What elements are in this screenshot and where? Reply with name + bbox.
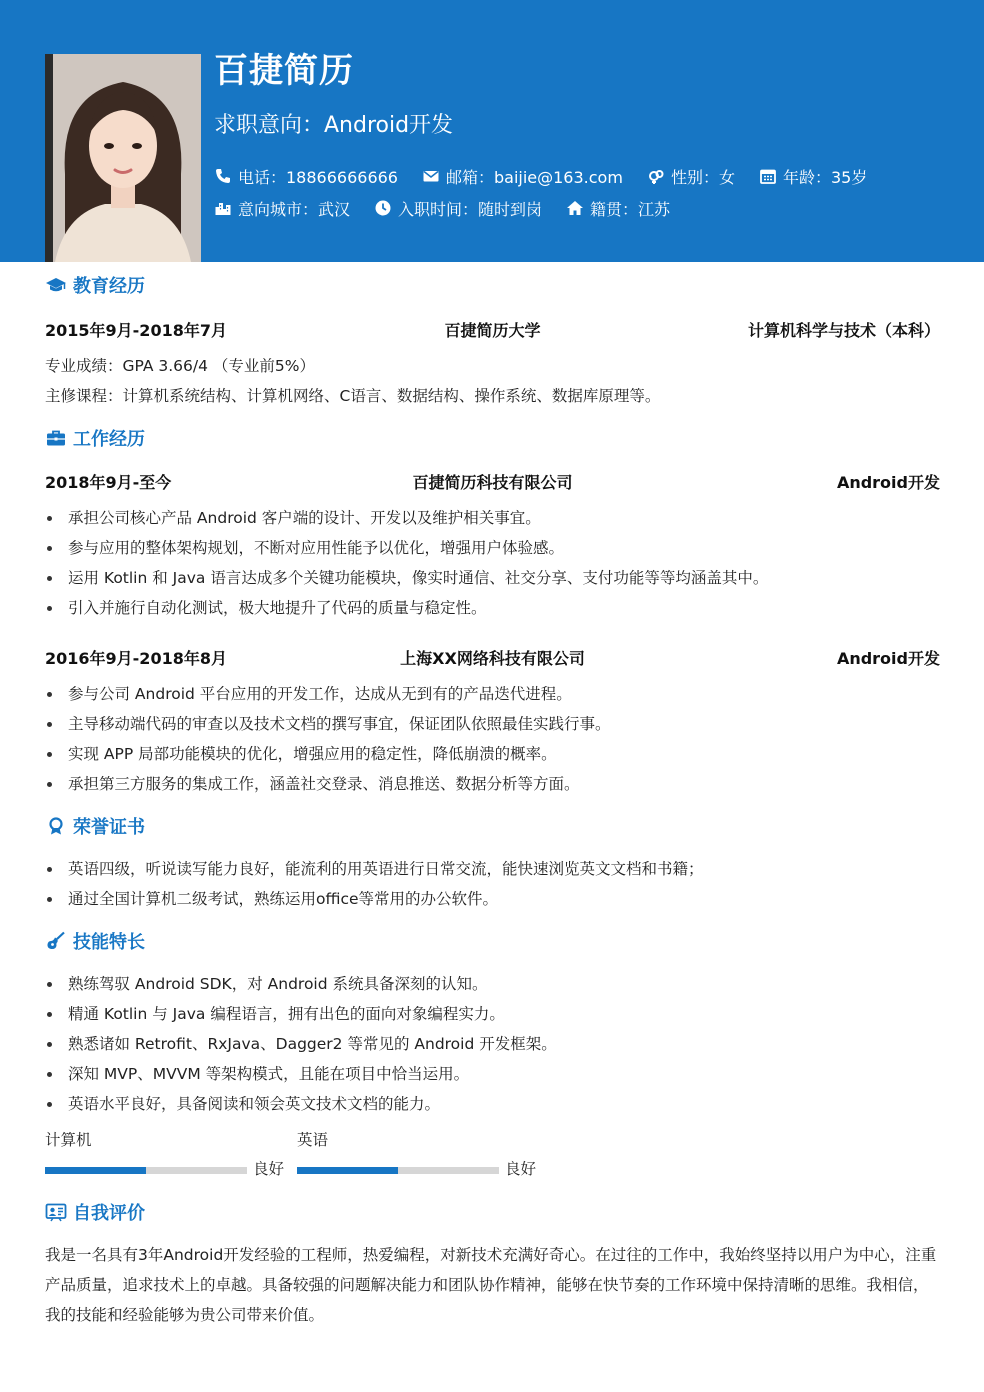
work-company: 上海XX网络科技有限公司: [400, 649, 585, 668]
education-period: 2015年9月-2018年7月: [45, 321, 227, 340]
job-intent: 求职意向：Android开发: [214, 113, 454, 138]
skill-bar-fill: [297, 1167, 398, 1174]
work-entry-head-2: [45, 646, 940, 670]
graduation-cap-icon: [45, 275, 67, 295]
list-item: 运用 Kotlin 和 Java 语言达成多个关键功能模块，像实时通信、社交分享、支付功能等等均涵盖其中。: [45, 567, 945, 597]
section-title-self-eval-text: 自我评价: [73, 1203, 145, 1224]
section-title-honors: [45, 813, 145, 839]
contact-start: [374, 197, 542, 220]
work-entry-head-1: [45, 470, 940, 494]
envelope-icon: [422, 167, 440, 185]
clock-icon: [374, 199, 392, 217]
section-title-self-eval: [45, 1199, 145, 1225]
list-item: 参与公司 Android 平台应用的开发工作，达成从无到有的产品迭代进程。: [45, 683, 945, 713]
list-item: 英语四级，听说读写能力良好，能流利的用英语进行日常交流，能快速浏览英文文档和书籍；: [45, 858, 945, 888]
profile-photo: [45, 54, 201, 262]
section-title-education: [45, 272, 145, 298]
profile-card-icon: [45, 1202, 67, 1222]
contact-phone: [214, 165, 398, 188]
list-item: 熟悉诸如 Retrofit、RxJava、Dagger2 等常见的 Android 开发框架。: [45, 1033, 945, 1063]
skill-bar-name: 计算机: [45, 1131, 92, 1149]
section-title-work: [45, 425, 145, 451]
section-title-honors-text: 荣誉证书: [73, 817, 145, 838]
section-title-skills: [45, 928, 145, 954]
contact-gender-text: 性别：女: [670, 167, 735, 187]
education-entry-head: [45, 318, 940, 342]
list-item: 承担公司核心产品 Android 客户端的设计、开发以及维护相关事宜。: [45, 507, 945, 537]
skill-bar-computer: [45, 1129, 287, 1189]
list-item: 深知 MVP、MVVM 等架构模式，且能在项目中恰当运用。: [45, 1063, 945, 1093]
candidate-name: 百捷简历: [214, 51, 354, 91]
contact-gender: [647, 165, 735, 188]
skill-bar-level: 良好: [253, 1160, 285, 1178]
contact-age: [759, 165, 867, 188]
home-icon: [566, 199, 584, 217]
education-courses: 主修课程：计算机系统结构、计算机网络、C语言、数据结构、操作系统、数据库原理等。: [45, 387, 661, 405]
skill-bar-english: [297, 1129, 539, 1189]
guitar-icon: [45, 931, 67, 951]
contact-row-1: [214, 164, 891, 188]
contact-start-text: 入职时间：随时到岗: [398, 199, 543, 219]
contact-hometown-text: 籍贯：江苏: [590, 199, 671, 219]
calendar-icon: [759, 167, 777, 185]
list-item: 熟练驾驭 Android SDK，对 Android 系统具备深刻的认知。: [45, 973, 945, 1003]
self-evaluation-text: 我是一名具有3年Android开发经验的工程师，热爱编程，对新技术充满好奇心。在过往的工作中，我始终坚持以用户为中心，注重产品质量，追求技术上的卓越。具备较强的问题解决能力和团队协作精神，能够在快节奏的工作环境中保持清晰的思维。我相信，我的技能和经验能够为贵公司带来价值。: [45, 1246, 937, 1324]
work-period: 2016年9月-2018年8月: [45, 649, 227, 668]
contact-email: [422, 165, 623, 188]
work-role: Android开发: [836, 473, 940, 492]
contact-age-text: 年龄：35岁: [782, 167, 868, 187]
contact-hometown: [566, 197, 670, 220]
section-title-work-text: 工作经历: [73, 429, 145, 450]
contact-city-text: 意向城市：武汉: [238, 199, 351, 219]
work-period: 2018年9月-至今: [45, 473, 172, 492]
list-item: 承担第三方服务的集成工作，涵盖社交登录、消息推送、数据分析等方面。: [45, 773, 945, 803]
skill-bar-track: [297, 1167, 499, 1174]
contact-phone-text: 电话：18866666666: [238, 167, 398, 187]
award-icon: [45, 816, 67, 836]
skill-bar-fill: [45, 1167, 146, 1174]
city-icon: [214, 199, 232, 217]
list-item: 实现 APP 局部功能模块的优化，增强应用的稳定性，降低崩溃的概率。: [45, 743, 945, 773]
list-item: 英语水平良好，具备阅读和领会英文技术文档的能力。: [45, 1093, 945, 1123]
section-title-skills-text: 技能特长: [73, 932, 145, 953]
briefcase-icon: [45, 428, 67, 448]
list-item: 通过全国计算机二级考试，熟练运用office等常用的办公软件。: [45, 888, 945, 918]
header-banner: [0, 0, 984, 262]
honors-list: [45, 858, 945, 918]
list-item: 参与应用的整体架构规划，不断对应用性能予以优化，增强用户体验感。: [45, 537, 945, 567]
education-major: 计算机科学与技术（本科）: [747, 321, 940, 340]
work-role: Android开发: [836, 649, 940, 668]
skill-bar-name: 英语: [297, 1131, 329, 1149]
contact-email-text: 邮箱：baijie@163.com: [445, 167, 623, 187]
contact-city: [214, 197, 350, 220]
phone-icon: [214, 167, 232, 185]
work-duties-list-2: [45, 683, 945, 803]
contact-row-2: [214, 196, 694, 220]
list-item: 主导移动端代码的审查以及技术文档的撰写事宜，保证团队依照最佳实践行事。: [45, 713, 945, 743]
list-item: 引入并施行自动化测试，极大地提升了代码的质量与稳定性。: [45, 597, 945, 627]
skills-list: [45, 973, 945, 1123]
work-duties-list-1: [45, 507, 945, 627]
work-company: 百捷简历科技有限公司: [412, 473, 573, 492]
skill-bar-track: [45, 1167, 247, 1174]
skill-bar-level: 良好: [505, 1160, 537, 1178]
list-item: 精通 Kotlin 与 Java 编程语言，拥有出色的面向对象编程实力。: [45, 1003, 945, 1033]
gender-icon: [647, 167, 665, 185]
section-title-education-text: 教育经历: [73, 276, 145, 297]
education-score: 专业成绩：GPA 3.66/4 （专业前5%）: [45, 357, 316, 375]
education-school: 百捷简历大学: [444, 321, 541, 340]
